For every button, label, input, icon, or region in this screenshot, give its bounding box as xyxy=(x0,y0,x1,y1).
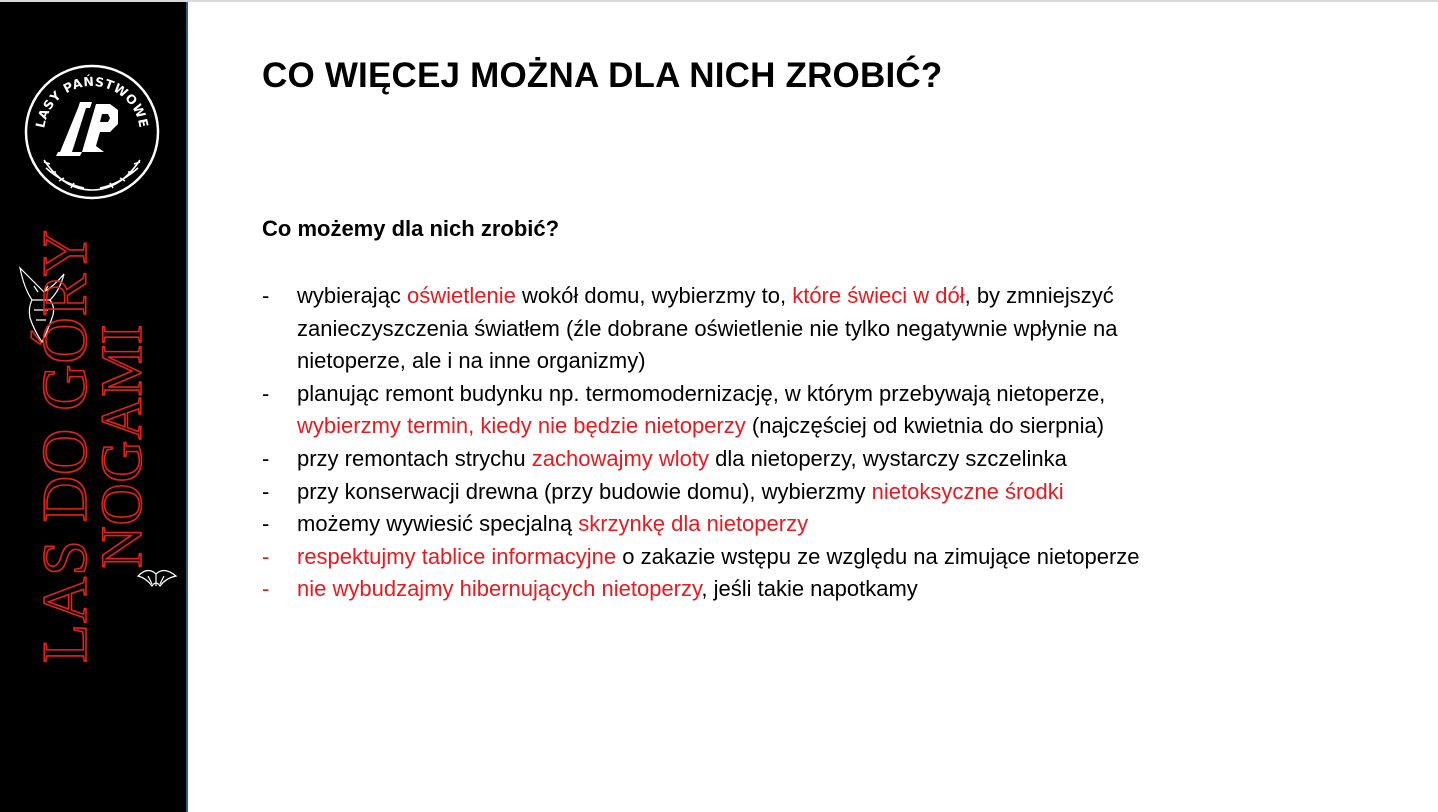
list-item xyxy=(262,541,1262,574)
sidebar-title-line1: LAS DO GÓRY xyxy=(29,228,100,664)
bullet-highlight: skrzynkę dla nietoperzy xyxy=(578,511,809,537)
bullet-text: wokół domu, wybierzmy to, xyxy=(515,283,793,308)
bullet-text: , by zmniejszyć xyxy=(964,283,1114,308)
sidebar-title-line2: NOGAMI xyxy=(89,323,154,569)
bullet-text: przy remontach strychu xyxy=(297,445,532,471)
list-item xyxy=(262,573,1262,606)
slide-title: CO WIĘCEJ MOŻNA DLA NICH ZROBIĆ? xyxy=(262,56,943,95)
slide-subheading: Co możemy dla nich zrobić? xyxy=(262,216,560,241)
list-item xyxy=(262,280,1262,378)
bullet-highlight: respektujmy tablice informacyjne xyxy=(297,543,617,569)
sidebar-title xyxy=(29,228,154,664)
bullet-highlight: nie wybudzajmy hibernujących nietoperzy xyxy=(297,576,702,602)
bullet-highlight: zachowajmy wloty xyxy=(531,445,710,471)
bullet-dash: - xyxy=(262,478,270,504)
bullet-text: (najczęściej od kwietnia do sierpnia) xyxy=(745,413,1105,439)
bullet-highlight: wybierzmy termin, kiedy nie będzie nietoperzy xyxy=(297,413,746,439)
bullet-text: zanieczyszczenia światłem (źle dobrane oświetlenie nie tylko negatywnie wpłynie na xyxy=(297,315,1118,341)
list-item xyxy=(262,443,1262,476)
bullet-list xyxy=(262,280,1262,606)
bullet-dash: - xyxy=(262,283,270,308)
top-rule xyxy=(0,0,1438,2)
bullet-dash: - xyxy=(262,511,270,537)
bullet-dash: - xyxy=(262,445,270,471)
bullet-highlight: oświetlenie xyxy=(407,283,516,308)
bullet-highlight: nietoksyczne środki xyxy=(871,478,1064,504)
bullet-text: nietoperze, ale i na inne organizmy) xyxy=(297,348,646,374)
bullet-text: planując remont budynku np. termomodernizację, w którym przebywają nietoperze, xyxy=(297,380,1106,406)
bullet-text: o zakazie wstępu ze względu na zimujące nietoperze xyxy=(616,543,1140,569)
sidebar-banner xyxy=(0,2,188,812)
list-item xyxy=(262,508,1262,541)
bullet-highlight: które świeci w dół xyxy=(792,283,965,308)
logo-text: LASY PAŃSTWOWE xyxy=(32,73,152,130)
bullet-dash: - xyxy=(262,543,270,569)
bullet-text: dla nietoperzy, wystarczy szczelinka xyxy=(709,445,1067,471)
bullet-text: możemy wywiesić specjalną xyxy=(297,511,579,537)
bullet-dash: - xyxy=(262,576,270,602)
bullet-text: przy konserwacji drewna (przy budowie domu), wybierzmy xyxy=(297,478,872,504)
bullet-text: wybierając xyxy=(297,283,408,308)
bullet-dash: - xyxy=(262,380,270,406)
list-item xyxy=(262,378,1262,443)
lasy-panstwowe-logo xyxy=(24,64,160,200)
list-item xyxy=(262,476,1262,509)
bullet-text: , jeśli takie napotkamy xyxy=(701,576,918,602)
